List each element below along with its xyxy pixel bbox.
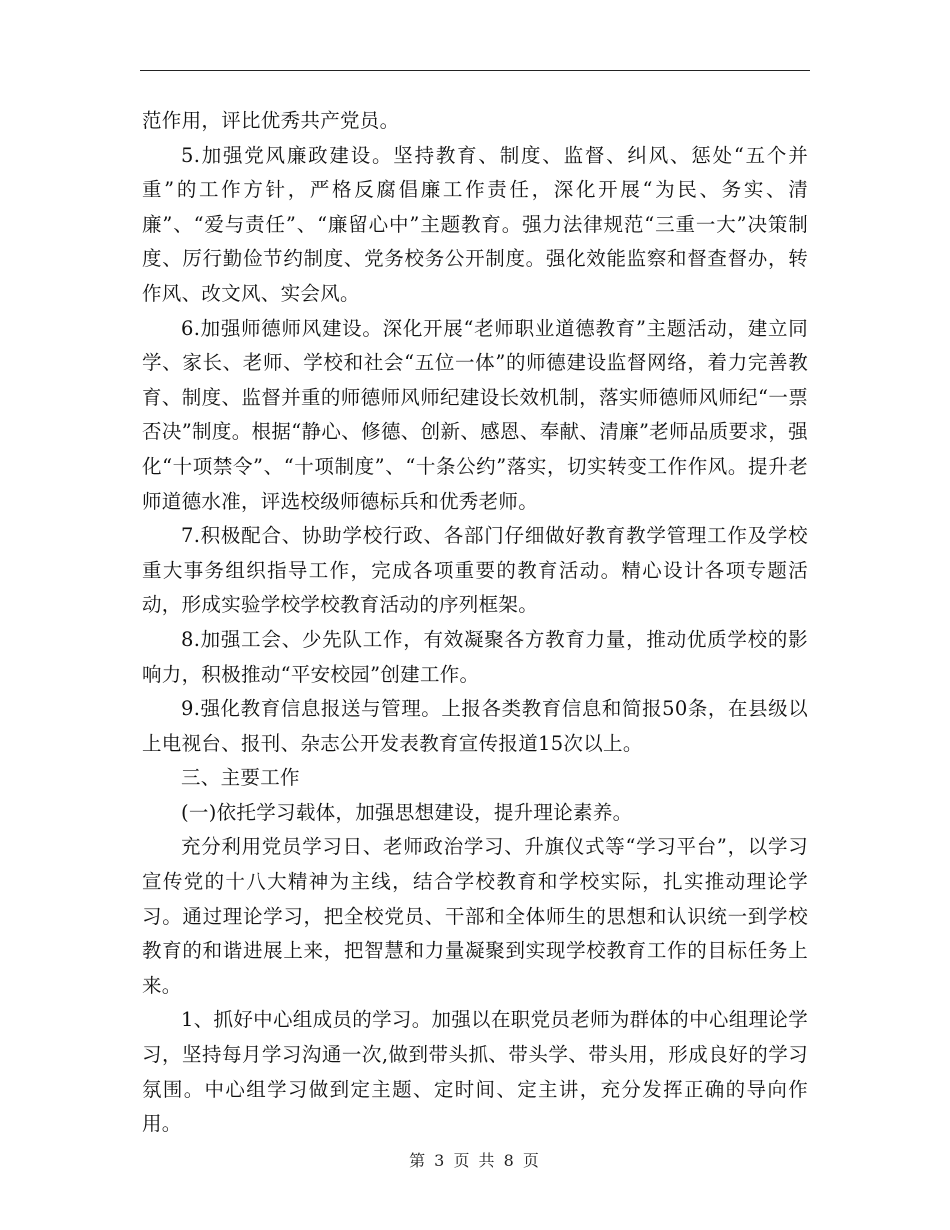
subsection-heading-1: (一)依托学习载体，加强思想建设，提升理论素养。: [181, 800, 633, 824]
paragraph-item-8: 8.加强工会、少先队工作，有效凝聚各方教育力量，推动优质学校的影响力，积极推动“平安校园”创建工作。: [142, 627, 808, 686]
paragraph-item-1: 1、抓好中心组成员的学习。加强以在职党员老师为群体的中心组理论学习，坚持每月学习沟通一次,做到带头抓、带头学、带头用，形成良好的学习氛围。中心组学习做到定主题、定时间、定主讲，充分发挥正确的导向作用。: [142, 1008, 808, 1136]
paragraph-continuation: 范作用，评比优秀共产党员。: [142, 109, 400, 132]
page-number-footer: 第 3 页 共 8 页: [409, 1151, 541, 1170]
section-heading-3: 三、主要工作: [181, 766, 300, 790]
header-rule: [140, 70, 810, 71]
paragraph-study-platform: 充分利用党员学习日、老师政治学习、升旗仪式等“学习平台”，以学习宣传党的十八大精神为主线，结合学校教育和学校实际，扎实推动理论学习。通过理论学习，把全校党员、干部和全体师生的思想和认识统一到学校教育的和谐进展上来，把智慧和力量凝聚到实现学校教育工作的目标任务上来。: [142, 835, 808, 997]
document-body: [142, 104, 808, 1142]
paragraph-item-7: 7.积极配合、协助学校行政、各部门仔细做好教育教学管理工作及学校重大事务组织指导工作，完成各项重要的教育活动。精心设计各项专题活动，形成实验学校学校教育活动的序列框架。: [142, 524, 808, 617]
paragraph-item-5: 5.加强党风廉政建设。坚持教育、制度、监督、纠风、惩处“五个并重”的工作方针，严格反腐倡廉工作责任，深化开展“为民、务实、清廉”、“爱与责任”、“廉留心中”主题教育。强力法律规范“三重一大”决策制度、厉行勤俭节约制度、党务校务公开制度。强化效能监察和督查督办，转作风、改文风、实会风。: [142, 143, 808, 305]
paragraph-item-9: 9.强化教育信息报送与管理。上报各类教育信息和简报50条，在县级以上电视台、报刊、杂志公开发表教育宣传报道15次以上。: [142, 697, 808, 755]
paragraph-item-6: 6.加强师德师风建设。深化开展“老师职业道德教育”主题活动，建立同学、家长、老师、学校和社会“五位一体”的师德建设监督网络，着力完善教育、制度、监督并重的师德师风师纪建设长效机制，落实师德师风师纪“一票否决”制度。根据“静心、修德、创新、感恩、奉献、清廉”老师品质要求，强化“十项禁令”、“十项制度”、“十条公约”落实，切实转变工作作风。提升老师道德水准，评选校级师德标兵和优秀老师。: [142, 316, 808, 513]
